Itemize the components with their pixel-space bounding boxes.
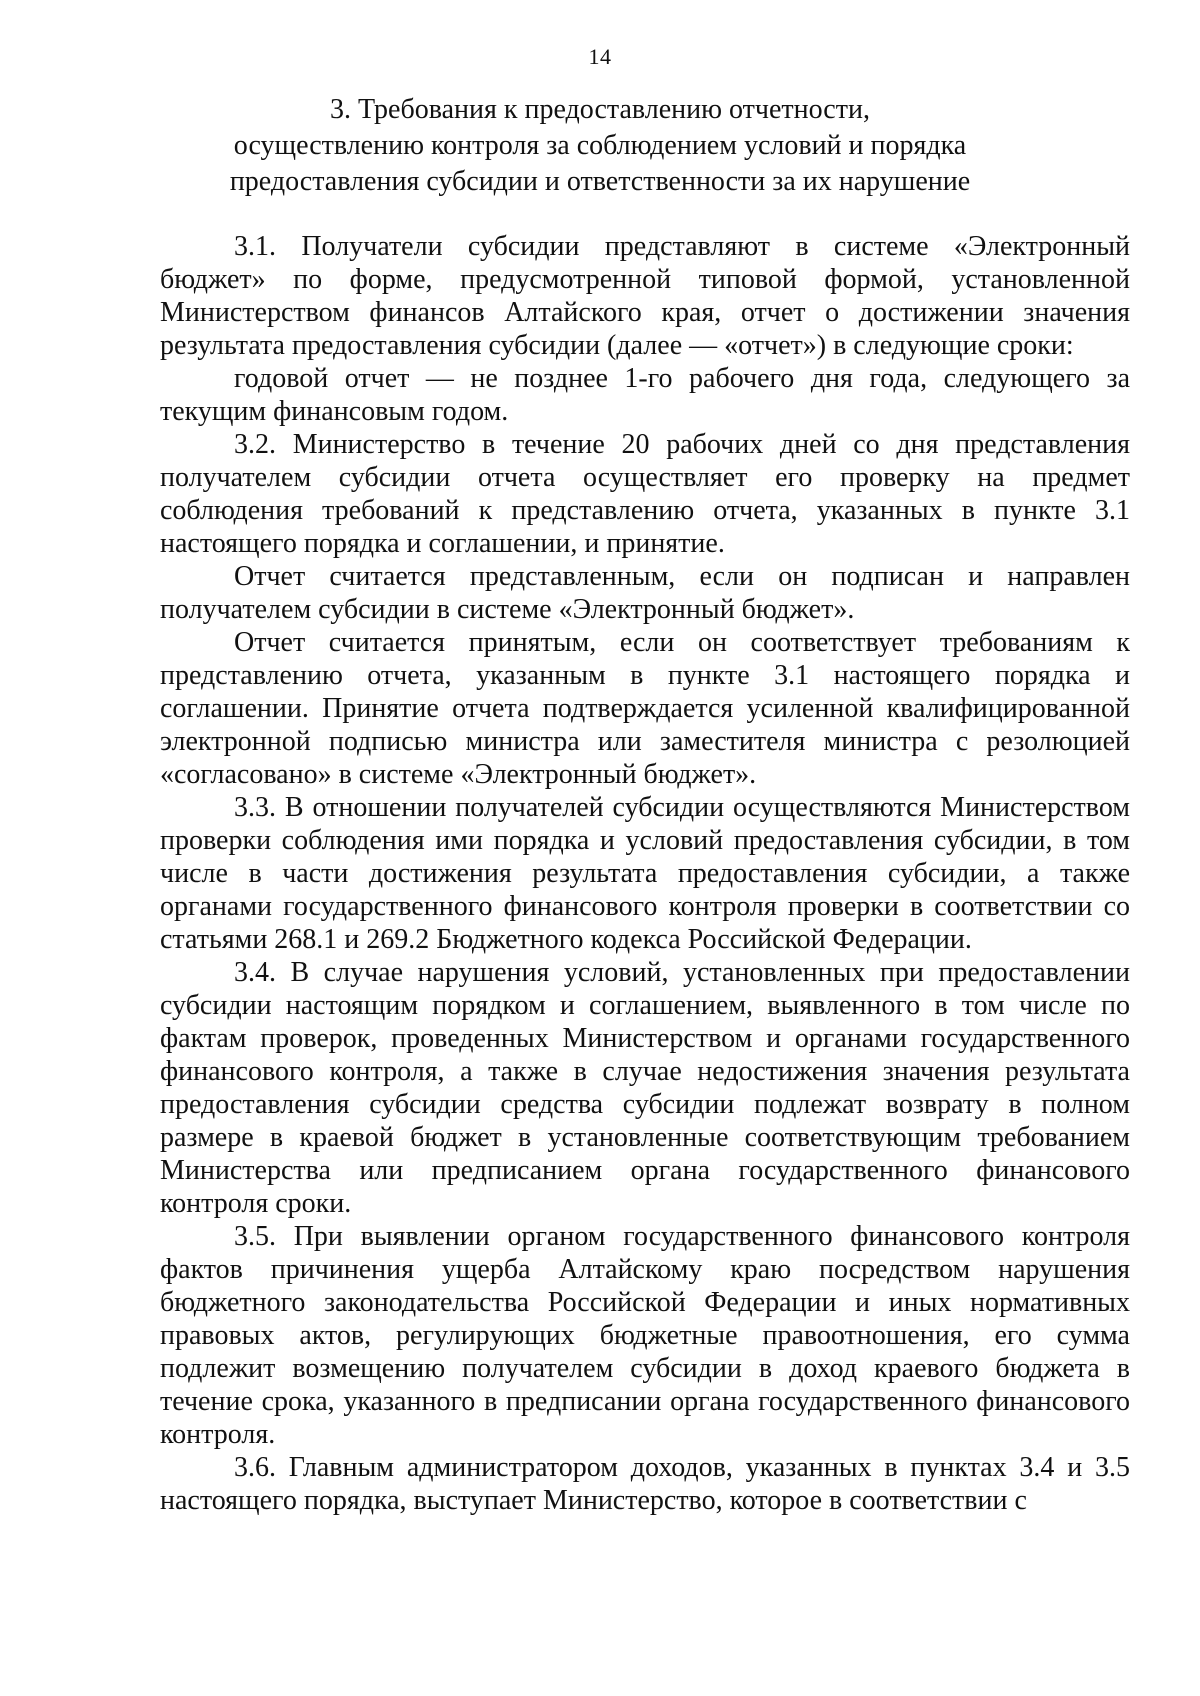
paragraph-3-6: 3.6. Главным администратором доходов, указанных в пунктах 3.4 и 3.5 настоящего порядка, выступает Министерство, которое в соответствии с (160, 1452, 1130, 1516)
paragraph-report-submitted: Отчет считается представленным, если он подписан и направлен получателем субсидии в системе «Электронный бюджет». (160, 561, 1130, 625)
document-body (160, 230, 1130, 1517)
paragraph-3-5: 3.5. При выявлении органом государственного финансового контроля фактов причинения ущерба Алтайскому краю посредством нарушения бюджетного законодательства Российской Федерации и иных нормативных правовых актов, регулирующих бюджетные правоотношения, его сумма подлежит возмещению получателем субсидии в доход краевого бюджета в течение срока, указанного в предписании органа государственного финансового контроля. (160, 1221, 1130, 1450)
page-number: 14 (588, 44, 612, 69)
section-heading (160, 92, 1040, 200)
heading-line-3: предоставления субсидии и ответственности за их нарушение (229, 166, 971, 197)
heading-line-1: 3. Требования к предоставлению отчетности, (330, 94, 870, 125)
paragraph-3-2: 3.2. Министерство в течение 20 рабочих дней со дня представления получателем субсидии отчета осуществляет его проверку на предмет соблюдения требований к представлению отчета, указанных в пункте 3.1 настоящего порядка и соглашении, и принятие. (160, 429, 1130, 559)
paragraph-annual-report: годовой отчет — не позднее 1-го рабочего дня года, следующего за текущим финансовым годом. (160, 363, 1130, 427)
paragraph-report-accepted: Отчет считается принятым, если он соответствует требованиям к представлению отчета, указанным в пункте 3.1 настоящего порядка и соглашении. Принятие отчета подтверждается усиленной квалифицированной электронной подписью министра или заместителя министра с резолюцией «согласовано» в системе «Электронный бюджет». (160, 627, 1130, 790)
paragraph-3-3: 3.3. В отношении получателей субсидии осуществляются Министерством проверки соблюдения ими порядка и условий предоставления субсидии, в том числе в части достижения результата предоставления субсидии, а также органами государственного финансового контроля проверки в соответствии со статьями 268.1 и 269.2 Бюджетного кодекса Российской Федерации. (160, 792, 1130, 955)
paragraph-3-4: 3.4. В случае нарушения условий, установленных при предоставлении субсидии настоящим порядком и соглашением, выявленного в том числе по фактам проверок, проведенных Министерством и органами государственного финансового контроля, а также в случае недостижения значения результата предоставления субсидии средства субсидии подлежат возврату в полном размере в краевой бюджет в установленные соответствующим требованием Министерства или предписанием органа государственного финансового контроля сроки. (160, 957, 1130, 1219)
heading-line-2: осуществлению контроля за соблюдением условий и порядка (233, 130, 967, 161)
paragraph-3-1: 3.1. Получатели субсидии представляют в системе «Электронный бюджет» по форме, предусмотренной типовой формой, установленной Министерством финансов Алтайского края, отчет о достижении значения результата предоставления субсидии (далее — «отчет») в следующие сроки: (160, 231, 1130, 361)
